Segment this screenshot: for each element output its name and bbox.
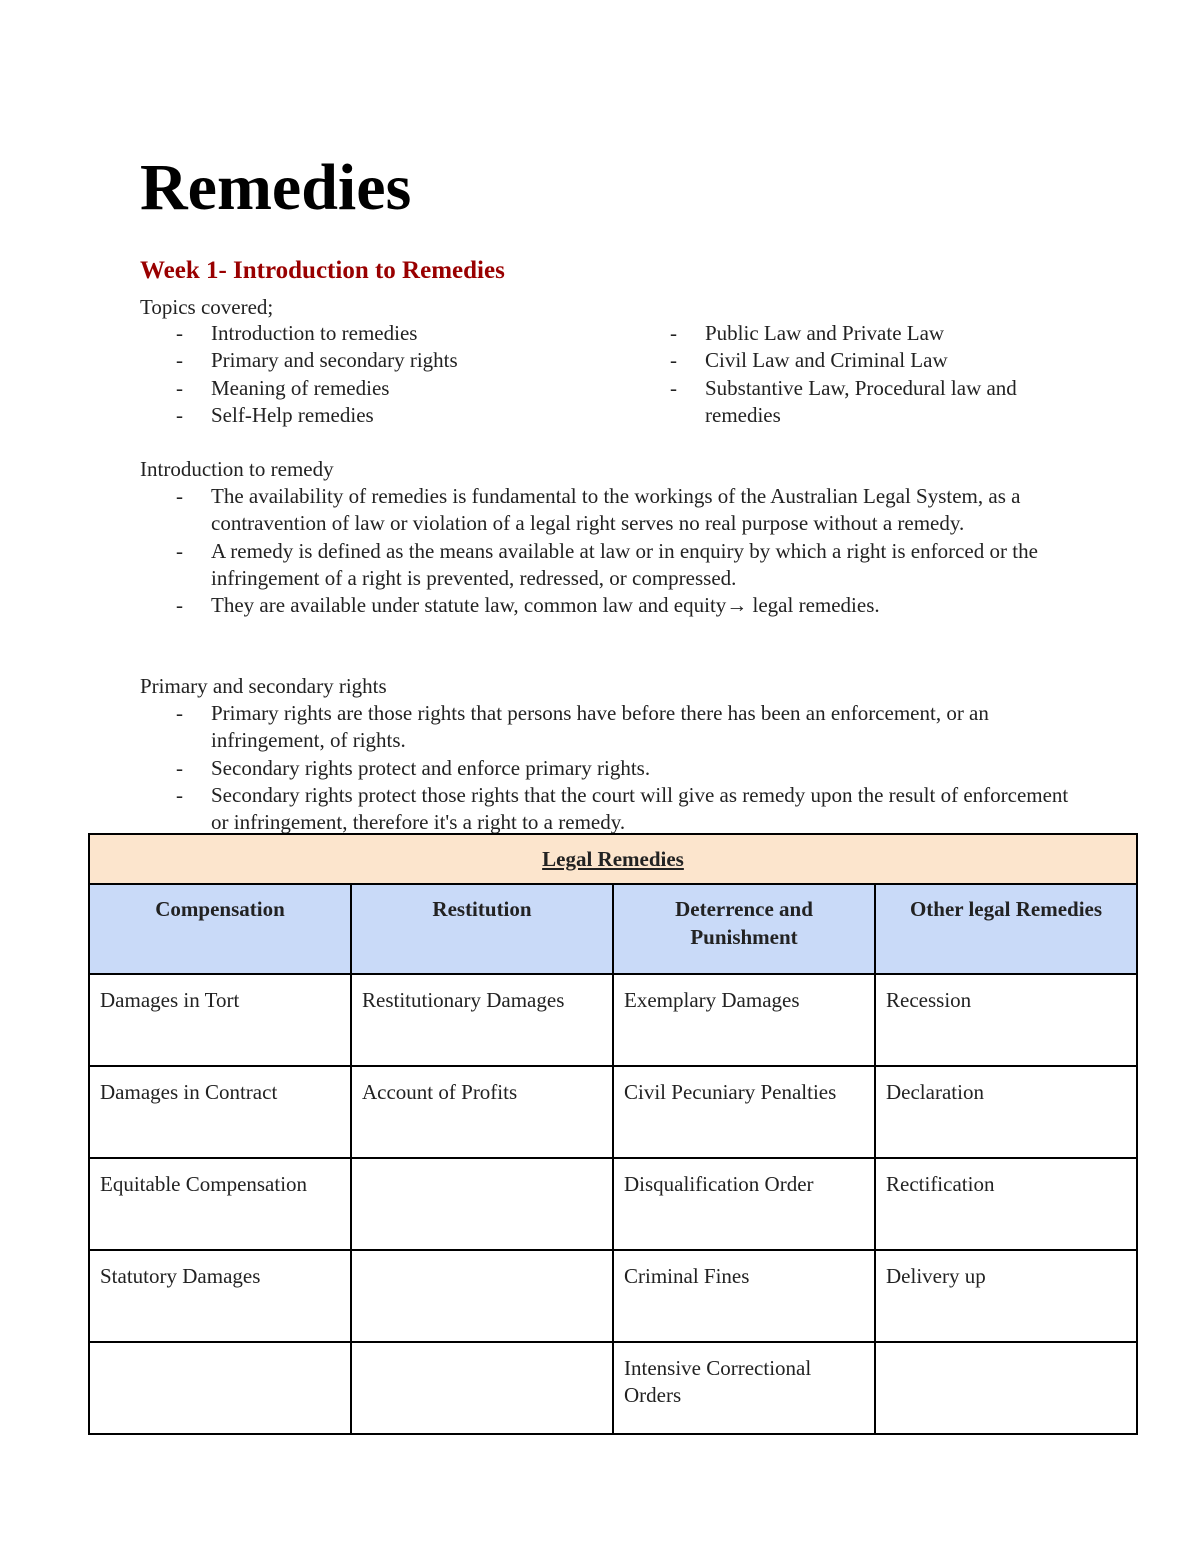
table-cell: Civil Pecuniary Penalties	[613, 1066, 875, 1158]
table-cell: Disqualification Order	[613, 1158, 875, 1250]
table-cell: Delivery up	[875, 1250, 1137, 1342]
list-item: - Public Law and Private Law	[634, 320, 1074, 347]
list-item: - Introduction to remedies	[140, 320, 620, 347]
table-cell	[351, 1250, 613, 1342]
table-row	[89, 1158, 1137, 1250]
bullet-dash: -	[670, 348, 677, 373]
bullet-dash: -	[176, 321, 183, 345]
table-cell	[351, 1342, 613, 1434]
table-cell: Damages in Tort	[89, 974, 351, 1066]
week-heading: Week 1- Introduction to Remedies	[140, 257, 505, 284]
list-item: - They are available under statute law, common law and equity→ legal remedies.	[140, 592, 1040, 619]
table-cell: Recession	[875, 974, 1137, 1066]
bullet-dash: -	[176, 538, 183, 563]
table-cell	[89, 1342, 351, 1434]
table-title-row	[89, 834, 1137, 884]
list-item: - Civil Law and Criminal Law	[634, 347, 1074, 374]
list-item: - Primary rights are those rights that persons have before there has been an enforcement, or an infringement, of rights.	[176, 701, 989, 753]
list-item: - Meaning of remedies	[140, 375, 620, 402]
list-item: - The availability of remedies is fundamental to the workings of the Australian Legal System, as a contravention of law or violation of a legal right serves no real purpose without a remedy.	[176, 484, 1021, 536]
bullet-dash: -	[176, 484, 183, 508]
column-header: Other legal Remedies	[875, 884, 1137, 974]
table-title: Legal Remedies	[89, 834, 1137, 884]
column-header: Compensation	[89, 884, 351, 974]
topics-list-right	[634, 320, 1074, 429]
bullet-dash: -	[176, 782, 183, 807]
table-cell: Equitable Compensation	[89, 1158, 351, 1250]
table-header-row	[89, 884, 1137, 974]
topics-list-left	[140, 320, 620, 429]
list-item: - Self-Help remedies	[140, 402, 620, 429]
list-item: - A remedy is defined as the means available at law or in enquiry by which a right is enforced or the infringement of a right is prevented, redressed, or compressed.	[176, 538, 1038, 590]
table-cell	[351, 1158, 613, 1250]
list-item: - Secondary rights protect those rights that the court will give as remedy upon the result of enforcement or infringement, therefore it's a right to a remedy.	[176, 782, 1069, 835]
bullet-dash: -	[176, 593, 183, 618]
table-cell: Criminal Fines	[613, 1250, 875, 1342]
section-heading-intro: Introduction to remedy	[140, 457, 334, 481]
table-cell: Declaration	[875, 1066, 1137, 1158]
legal-remedies-table	[88, 833, 1138, 1435]
column-header: Deterrence and Punishment	[613, 884, 875, 974]
rights-list	[140, 700, 1070, 836]
bullet-dash: -	[176, 348, 183, 373]
table-cell: Intensive Correctional Orders	[613, 1342, 875, 1434]
topics-label: Topics covered;	[140, 295, 274, 319]
table-row	[89, 1250, 1137, 1342]
table-cell: Statutory Damages	[89, 1250, 351, 1342]
table-cell	[875, 1342, 1137, 1434]
bullet-dash: -	[176, 375, 183, 400]
table-cell: Account of Profits	[351, 1066, 613, 1158]
bullet-dash: -	[670, 321, 677, 345]
table-cell: Exemplary Damages	[613, 974, 875, 1066]
table-cell: Damages in Contract	[89, 1066, 351, 1158]
bullet-dash: -	[670, 375, 677, 400]
bullet-dash: -	[176, 402, 183, 427]
bullet-dash: -	[176, 755, 183, 780]
intro-list	[140, 483, 1040, 619]
table-row	[89, 1342, 1137, 1434]
table-cell: Rectification	[875, 1158, 1137, 1250]
column-header: Restitution	[351, 884, 613, 974]
section-heading-rights: Primary and secondary rights	[140, 674, 387, 698]
bullet-dash: -	[176, 701, 183, 725]
table-row	[89, 974, 1137, 1066]
list-item: - Substantive Law, Procedural law and remedies	[670, 375, 1017, 427]
list-item: - Secondary rights protect and enforce primary rights.	[140, 755, 1070, 782]
table-row	[89, 1066, 1137, 1158]
page-title: Remedies	[140, 151, 412, 224]
list-item: - Primary and secondary rights	[140, 347, 620, 374]
table-cell: Restitutionary Damages	[351, 974, 613, 1066]
